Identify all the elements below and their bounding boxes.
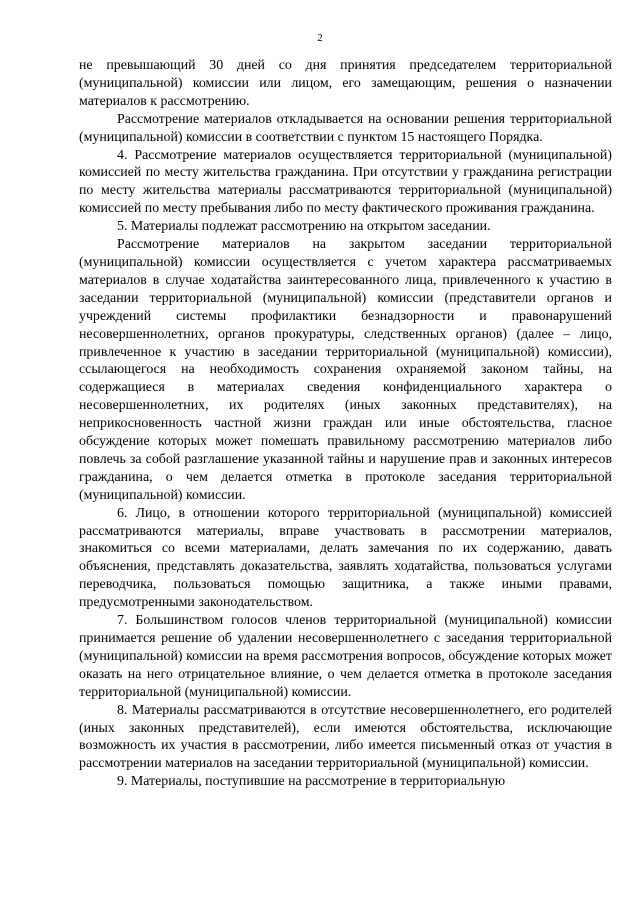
paragraph-item-7: 7. Большинством голосов членов территориальной (муниципальной) комиссии принимается решение об удалении несовершеннолетнего с заседания территориальной (муниципальной) комиссии на время рассмотрения вопросов, обсуждение которых может оказать на него отрицательное влияние, о чем делается отметка в протоколе заседания территориальной (муниципальной) комиссии. xyxy=(79,613,612,700)
paragraph-item-9: 9. Материалы, поступившие на рассмотрение в территориальную xyxy=(117,774,506,790)
paragraph-closed-session: Рассмотрение материалов на закрытом заседании территориальной (муниципальной) комиссии осуществляется с учетом характера рассматриваемых материалов в случае ходатайства заинтересованного лица, привлеченного к участию в заседании территориальной (муниципальной) комиссии (представители органов и учреждений системы профилактики безнадзорности и правонарушений несовершеннолетних, органов прокуратуры, следственных органов) (далее – лицо, привлеченное к участию в заседании территориальной (муниципальной) комиссии), ссылающегося на необходимость сохранения охраняемой законом тайны, на содержащиеся в материалах сведения конфиденциального характера о несовершеннолетних, их родителях (иных законных представителях), на неприкосновенность частной жизни граждан или иные обстоятельства, гласное обсуждение которых может помешать правильному рассмотрению материалов либо повлечь за собой разглашение указанной тайны и нарушение прав и законных интересов гражданина, о чем делается отметка в протоколе заседания территориальной (муниципальной) комиссии. xyxy=(79,237,612,503)
paragraph-continuation: не превышающий 30 дней со дня принятия председателем территориальной (муниципальной) комиссии или лицом, его замещающим, решения о назначении материалов к рассмотрению. xyxy=(79,58,612,109)
paragraph-postponement: Рассмотрение материалов откладывается на основании решения территориальной (муниципальной) комиссии в соответствии с пунктом 15 настоящего Порядка. xyxy=(79,111,612,145)
page-number: 2 xyxy=(317,32,323,44)
paragraph-item-5: 5. Материалы подлежат рассмотрению на открытом заседании. xyxy=(117,219,491,235)
paragraph-item-8: 8. Материалы рассматриваются в отсутствие несовершеннолетнего, его родителей (иных законных представителей), если имеются обстоятельства, исключающие возможность их участия в рассмотрении, либо имеется письменный отказ от участия в рассмотрении материалов на заседании территориальной (муниципальной) комиссии. xyxy=(79,702,612,772)
document-body xyxy=(79,57,612,791)
paragraph-item-4: 4. Рассмотрение материалов осуществляется территориальной (муниципальной) комиссией по месту жительства гражданина. При отсутствии у гражданина регистрации по месту жительства материалы рассматриваются территориальной (муниципальной) комиссией по месту пребывания либо по месту фактического проживания гражданина. xyxy=(79,147,612,217)
paragraph-item-6: 6. Лицо, в отношении которого территориальной (муниципальной) комиссией рассматриваются материалы, вправе участвовать в рассмотрении материалов, знакомиться со всеми материалами, делать замечания по их содержанию, давать объяснения, представлять доказательства, заявлять ходатайства, пользоваться услугами переводчика, пользоваться помощью защитника, а также иными правами, предусмотренными законодательством. xyxy=(79,505,612,611)
